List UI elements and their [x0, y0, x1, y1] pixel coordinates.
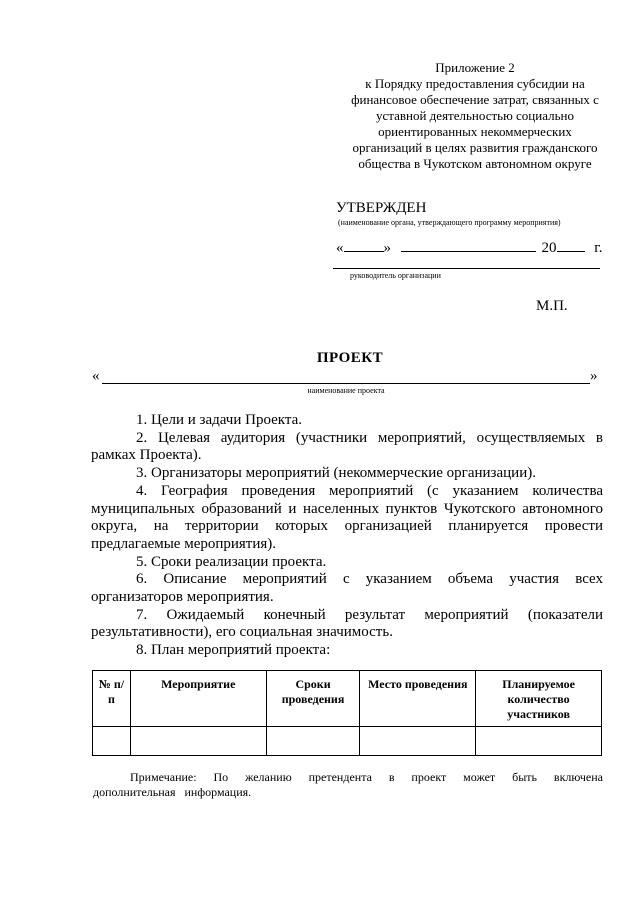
table-cell	[93, 727, 131, 756]
appendix-line: общества в Чукотском автономном округе	[358, 156, 592, 171]
project-title: ПРОЕКТ	[316, 350, 384, 366]
list-item: 6. Описание мероприятий с указанием объема участия всех организаторов мероприятия.	[91, 571, 603, 606]
approval-date-line	[336, 237, 602, 257]
list-item: 8. План мероприятий проекта:	[136, 642, 331, 659]
footnote	[93, 770, 603, 800]
project-name-line	[102, 383, 590, 384]
stamp-place: М.П.	[536, 298, 568, 314]
list-item: 3. Организаторы мероприятий (некоммерческие организации).	[136, 465, 536, 482]
plan-table	[92, 670, 602, 756]
month-blank	[401, 237, 536, 252]
date-open-quote: «	[336, 240, 344, 256]
year-prefix: 20	[541, 240, 557, 256]
table-cell	[266, 727, 360, 756]
table-cell	[360, 727, 476, 756]
list-item: 2. Целевая аудитория (участники мероприятий, осуществляемых в рамках Проекта).	[91, 429, 603, 464]
table-header-row	[93, 671, 602, 727]
table-cell	[476, 727, 602, 756]
appendix-line: уставной деятельностью социально	[376, 108, 574, 123]
col-number-header: № п/п	[93, 671, 131, 727]
date-close-quote: »	[383, 240, 391, 256]
approved-title: УТВЕРЖДЕН	[336, 200, 427, 216]
list-item: 4. География проведения мероприятий (с указанием количества муниципальных образований и населенных пунктов Чукотского автономного округа, на территории которых организацией планируется провести предлагаемые мероприятия).	[91, 482, 603, 552]
col-event-header: Мероприятие	[130, 671, 266, 727]
list-item: 7. Ожидаемый конечный результат мероприятий (показатели результативности), его социальная значимость.	[91, 606, 603, 641]
appendix-line: к Порядку предоставления субсидии на	[365, 76, 585, 91]
project-close-quote: »	[590, 368, 598, 384]
col-dates-header: Сроки проведения	[266, 671, 360, 727]
project-name-caption: наименование проекта	[307, 386, 385, 395]
table-cell	[130, 727, 266, 756]
list-item: 1. Цели и задачи Проекта.	[136, 412, 303, 428]
note-text: Примечание: По желанию претендента в проект может быть включена дополнительная информация.	[93, 770, 603, 799]
appendix-line: организаций в целях развития гражданского	[352, 140, 598, 155]
table-row	[93, 727, 602, 756]
approved-subtitle: (наименование органа, утверждающего программу мероприятия)	[338, 218, 561, 227]
signatory-caption: руководитель организации	[350, 271, 441, 280]
project-open-quote: «	[92, 368, 100, 384]
col-participants-header: Планируемое количество участников	[476, 671, 602, 727]
signature-line	[333, 268, 600, 269]
col-place-header: Место проведения	[360, 671, 476, 727]
appendix-header	[330, 60, 620, 172]
year-suffix: г.	[594, 240, 603, 256]
year-blank	[557, 237, 585, 252]
appendix-line: Приложение 2	[435, 60, 515, 75]
appendix-line: финансовое обеспечение затрат, связанных с	[351, 92, 599, 107]
project-items	[91, 412, 603, 660]
day-blank	[344, 237, 384, 252]
list-item: 5. Сроки реализации проекта.	[136, 553, 327, 570]
appendix-line: ориентированных некоммерческих	[378, 124, 572, 139]
